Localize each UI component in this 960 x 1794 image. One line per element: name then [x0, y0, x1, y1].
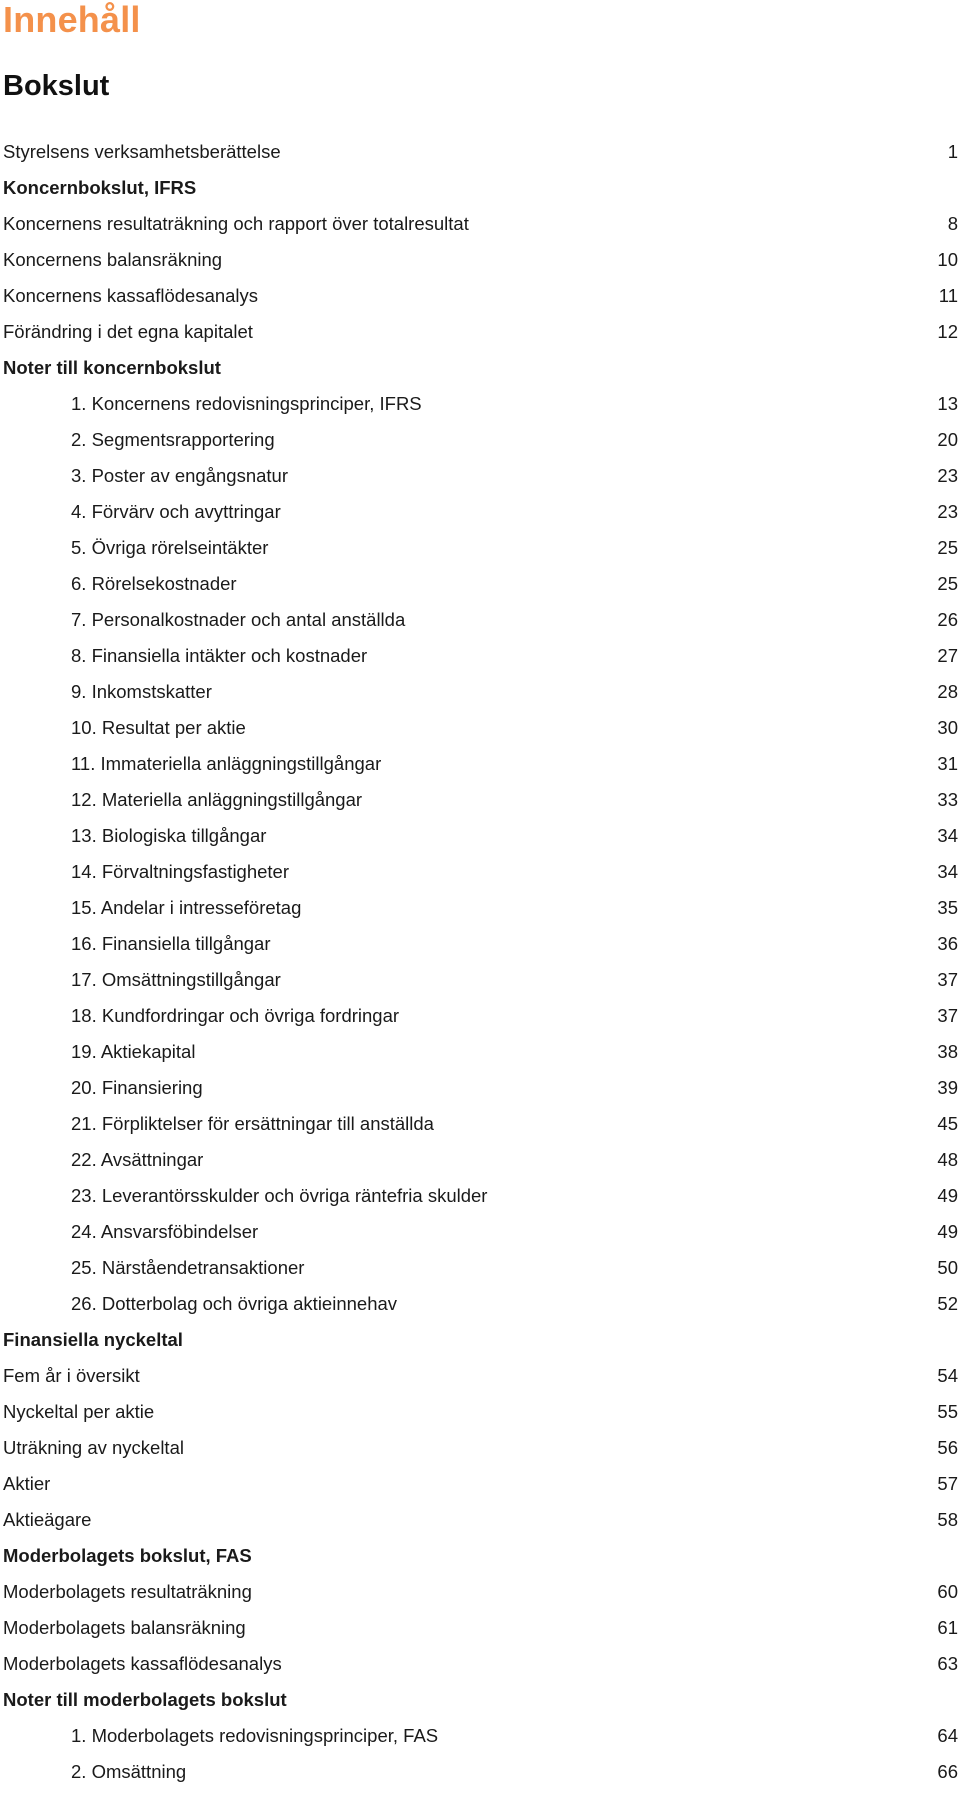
toc-entry[interactable] [0, 1434, 960, 1470]
toc-page-number: 25 [937, 573, 958, 594]
toc-entry-label: Aktieägare [3, 1509, 92, 1530]
toc-entry-label: 8. Finansiella intäkter och kostnader [71, 645, 368, 666]
toc-page-number: 64 [937, 1725, 958, 1746]
toc-page-number: 61 [937, 1617, 958, 1638]
toc-page-number: 56 [937, 1437, 958, 1458]
toc-entry[interactable] [0, 1362, 960, 1398]
toc-entry-label: Uträkning av nyckeltal [3, 1437, 184, 1458]
toc-entry[interactable] [0, 1398, 960, 1434]
toc-entry[interactable] [0, 426, 960, 462]
toc-entry-label: 10. Resultat per aktie [71, 717, 246, 738]
toc-entry-label: 14. Förvaltningsfastigheter [71, 861, 290, 882]
toc-entry-label: Moderbolagets bokslut, FAS [3, 1545, 252, 1566]
toc-entry-label: Koncernens balansräkning [3, 249, 223, 270]
toc-page-number: 10 [937, 249, 958, 270]
toc-page-number: 48 [937, 1149, 958, 1170]
toc-entry-label: 11. Immateriella anläggningstillgångar [71, 753, 382, 774]
toc-entry[interactable] [0, 1470, 960, 1506]
toc-entry[interactable] [0, 390, 960, 426]
toc-page-number: 54 [937, 1365, 958, 1386]
toc-page-number: 50 [937, 1257, 958, 1278]
toc-section-heading [0, 174, 960, 210]
toc-entry-label: Moderbolagets kassaflödesanalys [3, 1653, 282, 1674]
toc-page-number: 45 [937, 1113, 958, 1134]
toc-entry[interactable] [0, 1254, 960, 1290]
toc-page-number: 25 [937, 537, 958, 558]
toc-entry[interactable] [0, 930, 960, 966]
toc-entry[interactable] [0, 138, 960, 174]
toc-entry[interactable] [0, 1758, 960, 1794]
toc-page-number: 39 [937, 1077, 958, 1098]
toc-page-number: 20 [937, 429, 958, 450]
toc-entry[interactable] [0, 750, 960, 786]
toc-page-number: 12 [937, 321, 958, 342]
toc-entry-label: 18. Kundfordringar och övriga fordringar [71, 1005, 400, 1026]
toc-page-number: 31 [937, 753, 958, 774]
toc-page-number: 37 [937, 969, 958, 990]
toc-page-number: 55 [937, 1401, 958, 1422]
toc-entry[interactable] [0, 1218, 960, 1254]
toc-entry-label: 25. Närståendetransaktioner [71, 1257, 305, 1278]
toc-entry-label: Fem år i översikt [3, 1365, 140, 1386]
toc-page-number: 23 [937, 465, 958, 486]
toc-page-number: 52 [937, 1293, 958, 1314]
toc-page-number: 34 [937, 825, 958, 846]
toc-page-number: 36 [937, 933, 958, 954]
toc-entry[interactable] [0, 1038, 960, 1074]
toc-entry[interactable] [0, 642, 960, 678]
toc-page-number: 33 [937, 789, 958, 810]
toc-entry-label: 19. Aktiekapital [71, 1041, 196, 1062]
toc-entry-label: 23. Leverantörsskulder och övriga räntefria skulder [71, 1185, 488, 1206]
toc-entry-label: 21. Förpliktelser för ersättningar till anställda [71, 1113, 434, 1134]
toc-page-number: 63 [937, 1653, 958, 1674]
toc-entry[interactable] [0, 1722, 960, 1758]
toc-page-number: 26 [937, 609, 958, 630]
toc-entry[interactable] [0, 1002, 960, 1038]
toc-page-number: 38 [937, 1041, 958, 1062]
toc-page-number: 57 [937, 1473, 958, 1494]
toc-entry[interactable] [0, 894, 960, 930]
toc-entry-label: Koncernens kassaflödesanalys [3, 285, 259, 306]
toc-entry-label: Noter till koncernbokslut [3, 357, 221, 378]
toc-entry-label: Finansiella nyckeltal [3, 1329, 183, 1350]
toc-entry-label: 26. Dotterbolag och övriga aktieinnehav [71, 1293, 398, 1314]
toc-entry-label: Styrelsens verksamhetsberättelse [3, 141, 281, 162]
toc-entry[interactable] [0, 498, 960, 534]
toc-entry[interactable] [0, 1182, 960, 1218]
toc-page-number: 13 [937, 393, 958, 414]
toc-entry[interactable] [0, 714, 960, 750]
toc-entry[interactable] [0, 1146, 960, 1182]
toc-entry-label: 24. Ansvarsföbindelser [71, 1221, 259, 1242]
section-title: Bokslut [3, 70, 110, 102]
toc-page-number: 37 [937, 1005, 958, 1026]
toc-page-number: 27 [937, 645, 958, 666]
toc-entry-label: 7. Personalkostnader och antal anställda [71, 609, 406, 630]
toc-entry-label: Moderbolagets balansräkning [3, 1617, 246, 1638]
toc-section-heading [0, 1542, 960, 1578]
toc-entry-label: 13. Biologiska tillgångar [71, 825, 267, 846]
toc-page-number: 1 [947, 141, 958, 162]
toc-page-number: 58 [937, 1509, 958, 1530]
toc-section-heading [0, 1686, 960, 1722]
toc-page-number: 35 [937, 897, 958, 918]
toc-entry-label: 1. Moderbolagets redovisningsprinciper, FAS [71, 1725, 439, 1746]
toc-entry-label: Förändring i det egna kapitalet [3, 321, 253, 342]
toc-page-number: 49 [937, 1221, 958, 1242]
toc-entry[interactable] [0, 1074, 960, 1110]
toc-entry[interactable] [0, 210, 960, 246]
toc-entry-label: 15. Andelar i intresseföretag [71, 897, 302, 918]
toc-entry[interactable] [0, 1506, 960, 1542]
toc-section-heading [0, 1326, 960, 1362]
toc-entry[interactable] [0, 318, 960, 354]
toc-page-number: 23 [937, 501, 958, 522]
toc-page-number: 49 [937, 1185, 958, 1206]
toc-page-number: 60 [937, 1581, 958, 1602]
toc-entry-label: 12. Materiella anläggningstillgångar [71, 789, 363, 810]
toc-entry[interactable] [0, 858, 960, 894]
toc-entry-label: Koncernens resultaträkning och rapport över totalresultat [3, 213, 469, 234]
toc-entry-label: Aktier [3, 1473, 51, 1494]
toc-entry-label: Noter till moderbolagets bokslut [3, 1689, 287, 1710]
toc-entry-label: 2. Segmentsrapportering [71, 429, 275, 450]
toc-page-number: 30 [937, 717, 958, 738]
toc-entry[interactable] [0, 534, 960, 570]
toc-entry-label: 6. Rörelsekostnader [71, 573, 237, 594]
toc-entry[interactable] [0, 786, 960, 822]
toc-entry[interactable] [0, 678, 960, 714]
toc-entry[interactable] [0, 570, 960, 606]
toc-entry-label: 2. Omsättning [71, 1761, 187, 1782]
toc-entry[interactable] [0, 246, 960, 282]
toc-entry-label: 9. Inkomstskatter [71, 681, 212, 702]
toc-page-number: 8 [947, 213, 958, 234]
toc-entry[interactable] [0, 606, 960, 642]
toc-entry-label: 16. Finansiella tillgångar [71, 933, 271, 954]
toc-entry[interactable] [0, 1290, 960, 1326]
toc-entry-label: Nyckeltal per aktie [3, 1401, 155, 1422]
toc-page-number: 28 [937, 681, 958, 702]
toc-entry-label: 3. Poster av engångsnatur [71, 465, 289, 486]
toc-entry[interactable] [0, 282, 960, 318]
toc-page-number: 11 [938, 285, 958, 306]
toc-entry-label: 1. Koncernens redovisningsprinciper, IFRS [71, 393, 422, 414]
toc-page-number: 34 [937, 861, 958, 882]
toc-entry[interactable] [0, 1110, 960, 1146]
toc-entry[interactable] [0, 1578, 960, 1614]
toc-section-heading [0, 354, 960, 390]
toc-page-number: 66 [937, 1761, 958, 1782]
page-title: Innehåll [3, 0, 141, 40]
toc-entry[interactable] [0, 1614, 960, 1650]
toc-entry-label: Moderbolagets resultaträkning [3, 1581, 252, 1602]
table-of-contents [0, 138, 960, 1794]
toc-entry-label: 4. Förvärv och avyttringar [71, 501, 281, 522]
toc-entry[interactable] [0, 1650, 960, 1686]
toc-entry-label: 20. Finansiering [71, 1077, 203, 1098]
toc-entry-label: 5. Övriga rörelseintäkter [71, 537, 269, 558]
toc-entry-label: Koncernbokslut, IFRS [3, 177, 197, 198]
toc-entry[interactable] [0, 462, 960, 498]
toc-entry[interactable] [0, 822, 960, 858]
toc-entry[interactable] [0, 966, 960, 1002]
toc-entry-label: 22. Avsättningar [71, 1149, 204, 1170]
toc-entry-label: 17. Omsättningstillgångar [71, 969, 281, 990]
